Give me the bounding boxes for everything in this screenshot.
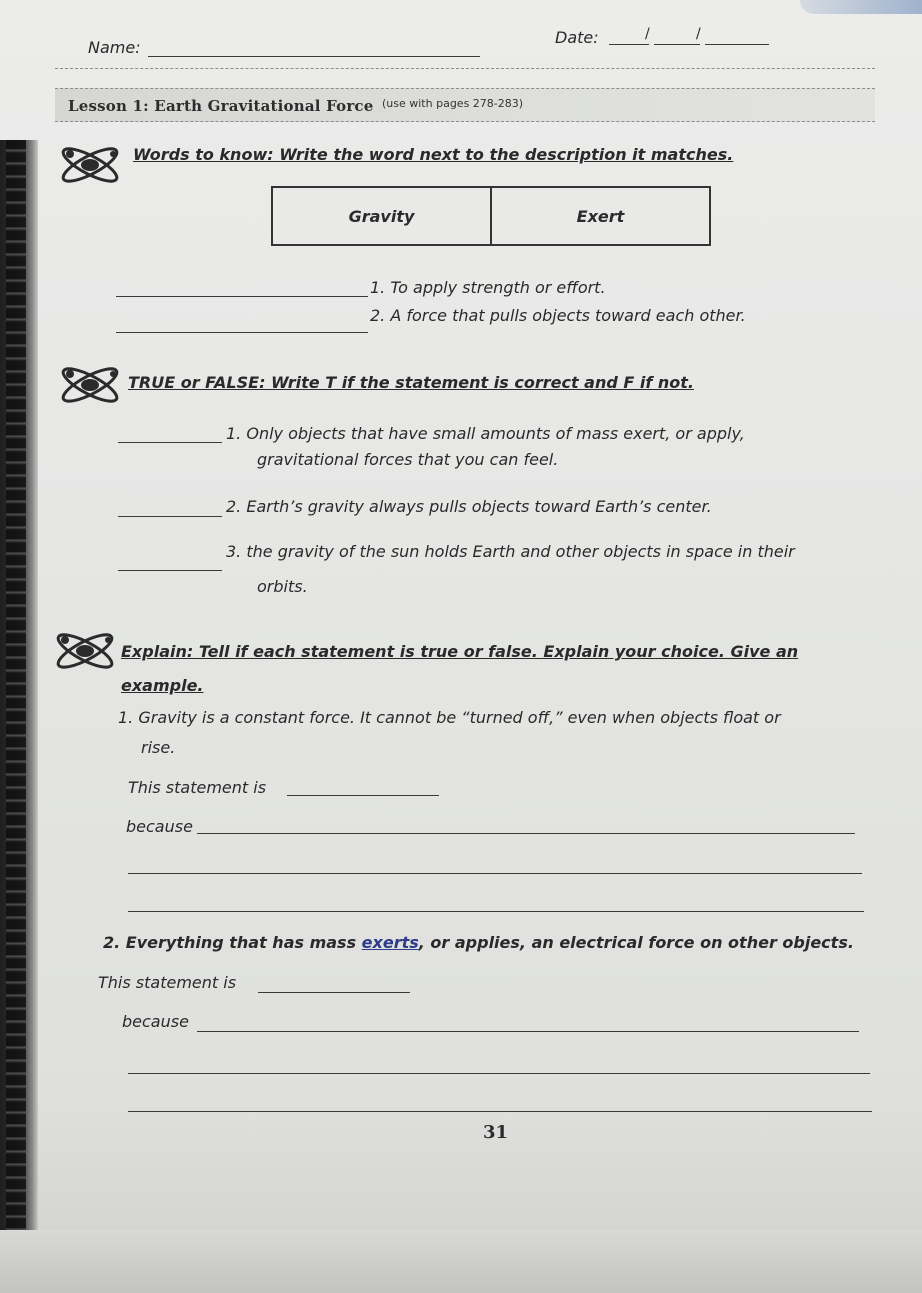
true-false-item: 2. Earth’s gravity always pulls objects toward Earth’s center. — [226, 497, 712, 516]
date-month-field[interactable] — [609, 44, 649, 45]
explain-question-cont: rise. — [141, 738, 176, 757]
true-false-field[interactable] — [258, 992, 410, 993]
statement-label: This statement is — [128, 778, 267, 797]
highlighted-term: exerts — [361, 933, 419, 952]
word-bank-item: Gravity — [348, 206, 415, 226]
page-number: 31 — [483, 1122, 509, 1143]
word-bank-item: Exert — [490, 188, 709, 244]
lesson-title: Lesson 1: Earth Gravitational Force — [68, 97, 374, 115]
question-text: 2. Everything that has mass — [103, 933, 362, 952]
explanation-line[interactable] — [128, 1111, 872, 1112]
page-bottom-edge — [0, 1230, 922, 1293]
atom-icon — [57, 358, 123, 412]
definition-item: 1. To apply strength or effort. — [370, 278, 606, 297]
word-bank — [271, 186, 711, 246]
true-false-instruction: TRUE or FALSE: Write T if the statement is correct and F if not. — [128, 373, 694, 392]
date-label: Date: — [555, 28, 599, 47]
atom-icon — [52, 624, 118, 678]
because-label: because — [126, 817, 193, 836]
date-day-field[interactable] — [654, 44, 700, 45]
explain-instruction-cont: example. — [121, 676, 204, 695]
background-edge — [800, 0, 922, 14]
explanation-line[interactable] — [197, 833, 855, 834]
explanation-line[interactable] — [197, 1031, 859, 1032]
name-field[interactable] — [148, 56, 480, 57]
divider — [55, 68, 875, 69]
date-separator: / — [696, 26, 701, 42]
words-instruction: Words to know: Write the word next to the description it matches. — [133, 145, 734, 164]
explain-question — [103, 933, 854, 952]
lesson-pages-note: (use with pages 278-283) — [382, 97, 524, 110]
explain-instruction: Explain: Tell if each statement is true or false. Explain your choice. Give an — [121, 642, 799, 661]
definition-item: 2. A force that pulls objects toward each other. — [370, 306, 746, 325]
answer-blank[interactable] — [118, 516, 222, 517]
atom-icon — [57, 138, 123, 192]
true-false-item-cont: orbits. — [257, 577, 308, 596]
date-separator: / — [645, 26, 650, 42]
question-text: , or applies, an electrical force on other objects. — [418, 933, 854, 952]
true-false-item: 3. the gravity of the sun holds Earth and other objects in space in their — [226, 542, 795, 561]
date-year-field[interactable] — [705, 44, 769, 45]
true-false-item-cont: gravitational forces that you can feel. — [257, 450, 559, 469]
statement-label: This statement is — [98, 973, 237, 992]
answer-blank[interactable] — [118, 570, 222, 571]
answer-blank[interactable] — [116, 296, 368, 297]
explanation-line[interactable] — [128, 911, 864, 912]
explanation-line[interactable] — [128, 873, 862, 874]
true-false-item: 1. Only objects that have small amounts of mass exert, or apply, — [226, 424, 745, 443]
explanation-line[interactable] — [128, 1073, 870, 1074]
answer-blank[interactable] — [118, 442, 222, 443]
answer-blank[interactable] — [116, 332, 368, 333]
explain-question: 1. Gravity is a constant force. It cannot be “turned off,” even when objects float or — [118, 708, 781, 727]
true-false-field[interactable] — [287, 795, 439, 796]
binder-spine — [6, 140, 26, 1240]
because-label: because — [122, 1012, 189, 1031]
name-label: Name: — [88, 38, 141, 57]
